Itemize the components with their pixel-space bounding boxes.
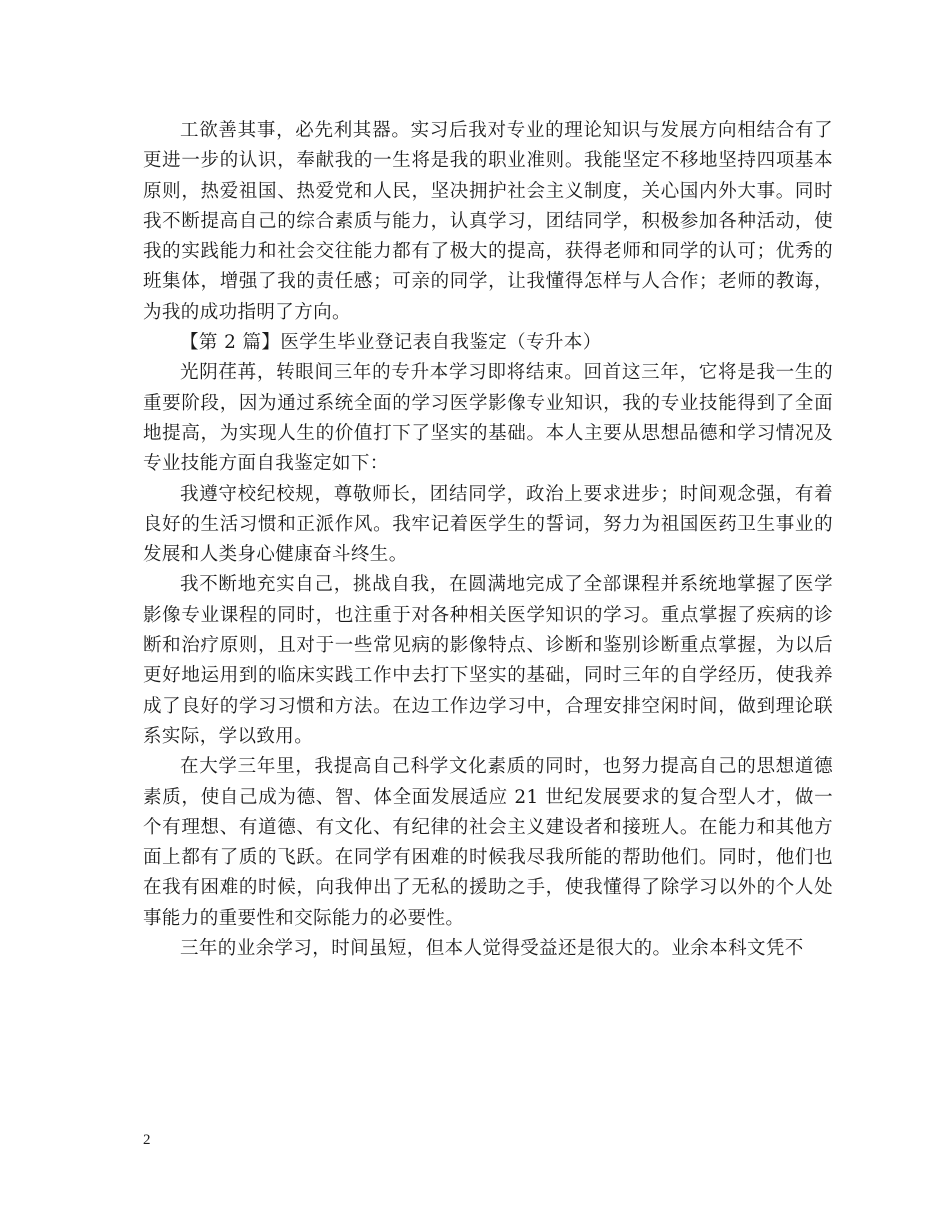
paragraph: 在大学三年里，我提高自己科学文化素质的同时，也努力提高自己的思想道德素质，使自己成为德、智、体全面发展适应 21 世纪发展要求的复合型人才，做一个有理想、有道德、有文化、有纪律的社会主义建设者和接班人。在能力和其他方面上都有了质的飞跃。在同学有困难的时候我尽我所能的帮助他们。同时，他们也在我有困难的时候，向我伸出了无私的援助之手，使我懂得了除学习以外的个人处事能力的重要性和交际能力的必要性。 (143, 756, 833, 929)
section-heading: 【第 2 篇】医学生毕业登记表自我鉴定（专升本） (180, 332, 602, 354)
page-number: 2 (143, 1132, 151, 1148)
document-body (143, 116, 833, 964)
paragraph: 三年的业余学习，时间虽短，但本人觉得受益还是很大的。业余本科文凭不 (180, 938, 804, 960)
paragraph-continuation: 工欲善其事，必先利其器。实习后我对专业的理论知识与发展方向相结合有了更进一步的认识，奉献我的一生将是我的职业准则。我能坚定不移地坚持四项基本原则，热爱祖国、热爱党和人民，坚决拥护社会主义制度，关心国内外大事。同时我不断提高自己的综合素质与能力，认真学习，团结同学，积极参加各种活动，使我的实践能力和社会交往能力都有了极大的提高，获得老师和同学的认可；优秀的班集体，增强了我的责任感；可亲的同学，让我懂得怎样与人合作；老师的教诲，为我的成功指明了方向。 (143, 120, 833, 323)
paragraph: 光阴荏苒，转眼间三年的专升本学习即将结束。回首这三年，它将是我一生的重要阶段，因为通过系统全面的学习医学影像专业知识，我的专业技能得到了全面地提高，为实现人生的价值打下了坚实的基础。本人主要从思想品德和学习情况及专业技能方面自我鉴定如下： (143, 362, 833, 475)
paragraph: 我遵守校纪校规，尊敬师长，团结同学，政治上要求进步；时间观念强，有着良好的生活习惯和正派作风。我牢记着医学生的誓词，努力为祖国医药卫生事业的发展和人类身心健康奋斗终生。 (143, 483, 833, 566)
paragraph: 我不断地充实自己，挑战自我，在圆满地完成了全部课程并系统地掌握了医学影像专业课程的同时，也注重于对各种相关医学知识的学习。重点掌握了疾病的诊断和治疗原则，且对于一些常见病的影像特点、诊断和鉴别诊断重点掌握，为以后更好地运用到的临床实践工作中去打下坚实的基础，同时三年的自学经历，使我养成了良好的学习习惯和方法。在边工作边学习中，合理安排空闲时间，做到理论联系实际，学以致用。 (143, 574, 833, 747)
